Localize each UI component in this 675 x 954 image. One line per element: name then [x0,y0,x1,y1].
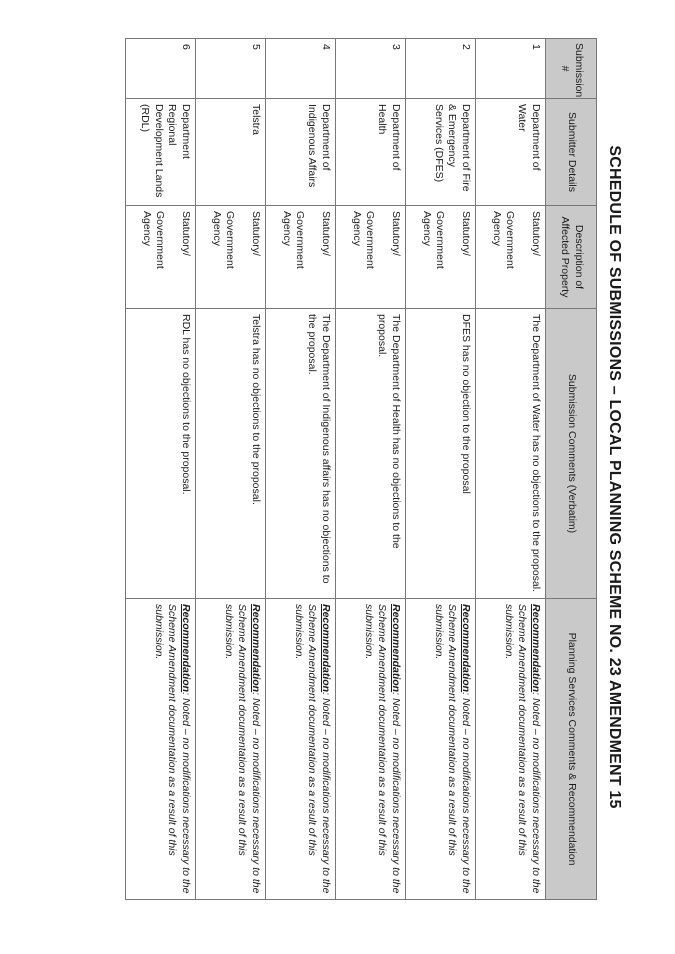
submitter-details: Department of Indigenous Affairs [266,99,336,206]
header-submission-number: Submission # [546,39,597,99]
table-row [336,39,406,900]
header-affected-property: Description of Affected Property [546,206,597,309]
recommendation-cell [406,599,476,900]
recommendation-text: : Noted – no modifications necessary to the Scheme Amendment documentation as a result of this submission. [152,604,192,894]
property-type: Statutory/ [460,211,472,256]
submission-comment: RDL has no objections to the proposal. [126,309,196,599]
recommendation-text: : Noted – no modifications necessary to the Scheme Amendment documentation as a result of this submission. [292,604,332,894]
header-submission-comments: Submission Comments (Verbatim) [546,309,597,599]
affected-property [476,206,546,309]
submitter-details: Telstra [196,99,266,206]
submission-comment: Telstra has no objections to the proposal. [196,309,266,599]
property-category: Government Agency [420,211,447,269]
property-category: Government Agency [140,211,167,269]
property-category: Government Agency [280,211,307,269]
table-row [266,39,336,900]
submission-comment: The Department of Water has no objections to the proposal. [476,309,546,599]
table-row [406,39,476,900]
affected-property [336,206,406,309]
submission-number: 6 [126,39,196,99]
submission-comment: The Department of Health has no objections to the proposal. [336,309,406,599]
submitter-details: Department Regional Development Lands (RDL) [126,99,196,206]
submission-number: 3 [336,39,406,99]
affected-property [126,206,196,309]
recommendation-cell [126,599,196,900]
submission-number: 5 [196,39,266,99]
property-type: Statutory/ [390,211,402,256]
table-row [126,39,196,900]
submitter-details: Department of Water [476,99,546,206]
recommendation-label: Recommendation [320,604,332,693]
recommendation-text: : Noted – no modifications necessary to the Scheme Amendment documentation as a result of this submission. [222,604,262,894]
table-header-row [546,39,597,900]
recommendation-label: Recommendation [460,604,472,693]
property-type: Statutory/ [530,211,542,256]
recommendation-label: Recommendation [180,604,192,693]
recommendation-label: Recommendation [390,604,402,693]
property-category: Government Agency [210,211,237,269]
submission-comment: The Department of Indigenous affairs has no objections to the proposal. [266,309,336,599]
property-type: Statutory/ [250,211,262,256]
submissions-table [125,38,597,900]
recommendation-cell [336,599,406,900]
table-row [476,39,546,900]
header-recommendation: Planning Services Comments & Recommendation [546,599,597,900]
recommendation-cell [266,599,336,900]
submission-number: 4 [266,39,336,99]
affected-property [266,206,336,309]
page-title: SCHEDULE OF SUBMISSIONS – LOCAL PLANNING SCHEME NO. 23 AMENDMENT 15 [606,145,623,809]
recommendation-text: : Noted – no modifications necessary to the Scheme Amendment documentation as a result of this submission. [432,604,472,894]
property-type: Statutory/ [320,211,332,256]
affected-property [406,206,476,309]
table-row [196,39,266,900]
recommendation-cell [476,599,546,900]
recommendation-label: Recommendation [250,604,262,693]
submitter-details: Department of Fire & Emergency Services (DFES) [406,99,476,206]
affected-property [196,206,266,309]
property-type: Statutory/ [180,211,192,256]
property-category: Government Agency [350,211,377,269]
property-category: Government Agency [490,211,517,269]
recommendation-label: Recommendation [530,604,542,693]
submitter-details: Department of Health [336,99,406,206]
recommendation-text: : Noted – no modifications necessary to the Scheme Amendment documentation as a result of this submission. [362,604,402,894]
recommendation-text: : Noted – no modifications necessary to the Scheme Amendment documentation as a result of this submission. [502,604,542,894]
submission-number: 1 [476,39,546,99]
header-submitter-details: Submitter Details [546,99,597,206]
submission-number: 2 [406,39,476,99]
recommendation-cell [196,599,266,900]
submission-comment: DFES has no objection to the proposal [406,309,476,599]
